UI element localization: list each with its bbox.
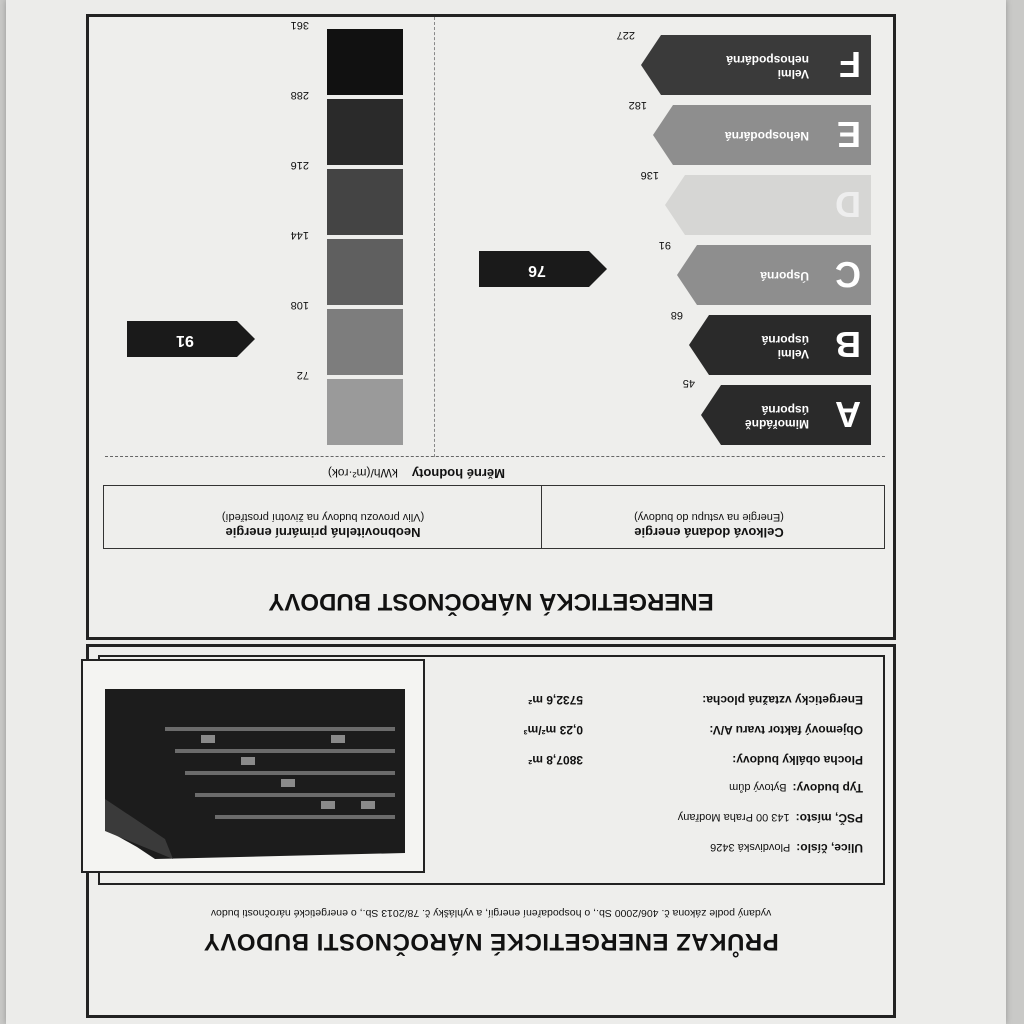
primary-energy-header [108, 511, 538, 540]
envelope-label: Plocha obálky budovy: [732, 753, 863, 767]
primary-tick-6: 361 [290, 19, 309, 31]
units-row [105, 456, 885, 487]
class-e-letter: E [836, 114, 861, 155]
class-b-arrow [689, 315, 871, 375]
primary-energy-value: 91 [176, 332, 194, 349]
primary-tick-5: 288 [290, 89, 309, 101]
primary-swatch-4 [327, 169, 403, 235]
delivered-energy-value: 76 [528, 262, 546, 279]
class-f-label: Velmi nehospodárná [726, 53, 809, 81]
primary-swatch-5 [327, 99, 403, 165]
threshold-e: 182 [628, 99, 647, 111]
energy-title: ENERGETICKÁ NÁROČNOST BUDOVY [268, 588, 714, 615]
class-f-arrow [641, 35, 871, 95]
area-field [702, 693, 863, 707]
shape-label: Objemový faktor tvaru A/V: [709, 723, 863, 737]
shape-field [709, 723, 863, 737]
column-divider [541, 486, 542, 548]
units-value: kWh/(m²·rok) [327, 466, 398, 480]
class-c-label: Úsporná [760, 269, 809, 283]
units-title: Měrné hodnoty [411, 466, 505, 481]
shape-value: 0,23 m²/m³ [523, 723, 583, 737]
street-value: Plovdivská 3426 [710, 841, 791, 853]
building-photo-frame [81, 659, 425, 873]
primary-energy-pointer [127, 321, 255, 357]
primary-energy-subtitle: (Vliv provozu budovy na životní prostředí) [221, 511, 425, 523]
envelope-value: 3807,8 m² [528, 753, 583, 767]
street-field [710, 841, 863, 855]
primary-tick-2: 108 [290, 299, 309, 311]
class-b-label: Velmi úsporná [761, 333, 809, 361]
primary-swatch-3 [327, 239, 403, 305]
units-label [328, 466, 505, 481]
threshold-b: 68 [670, 309, 683, 321]
class-e-label: Nehospodárná [724, 129, 809, 143]
energy-section [86, 14, 896, 640]
primary-tick-1: 72 [296, 369, 309, 381]
paper-sheet [6, 0, 1006, 1024]
class-d-arrow [665, 175, 871, 235]
certificate-title: PRŮKAZ ENERGETICKÉ NÁROČNOSTI BUDOVY [203, 928, 779, 955]
primary-swatch-2 [327, 309, 403, 375]
legal-text: vydaný podle zákona č. 406/2000 Sb., o hospodaření energií, a vyhlášky č. 78/2013 Sb., o energetické náročnosti budov [210, 907, 772, 919]
delivered-energy-title: Celková dodaná energie [634, 525, 784, 540]
street-label: Ulice, číslo: [796, 841, 863, 855]
class-c-arrow [677, 245, 871, 305]
class-c-letter: C [835, 254, 861, 295]
class-b-letter: B [835, 324, 861, 365]
class-e-arrow [653, 105, 871, 165]
class-a-arrow [701, 385, 871, 445]
postcode-value: 143 00 Praha Modřany [677, 811, 790, 823]
primary-tick-3: 144 [290, 229, 309, 241]
envelope-field [732, 753, 863, 767]
delivered-energy-pointer [479, 251, 607, 287]
building-photo [105, 689, 405, 859]
postcode-label: PSČ, místo: [795, 811, 863, 825]
type-label: Typ budovy: [792, 781, 863, 795]
primary-swatch-1 [327, 379, 403, 445]
threshold-c: 91 [658, 239, 671, 251]
building-info-box [98, 655, 885, 885]
area-value: 5732,6 m² [528, 693, 583, 707]
class-a-label: Mimořádně úsporná [744, 403, 809, 431]
class-f-letter: F [839, 44, 861, 85]
primary-tick-4: 216 [290, 159, 309, 171]
certificate-header [86, 644, 896, 1018]
type-value: Bytový dům [729, 781, 787, 793]
class-d-letter: D [835, 184, 861, 225]
scale-divider [434, 17, 435, 457]
primary-energy-title: Neobnovitelná primární energie [225, 525, 421, 540]
threshold-d: 136 [640, 169, 659, 181]
threshold-f: 227 [616, 29, 635, 41]
threshold-a: 45 [682, 377, 695, 389]
delivered-energy-subtitle: (Energie na vstupu do budovy) [634, 511, 784, 523]
postcode-field [678, 811, 863, 825]
primary-swatch-6 [327, 29, 403, 95]
area-label: Energeticky vztažná plocha: [702, 693, 863, 707]
type-field [729, 781, 863, 795]
column-header [103, 485, 885, 549]
class-a-letter: A [835, 394, 861, 435]
delivered-energy-header [544, 511, 874, 540]
